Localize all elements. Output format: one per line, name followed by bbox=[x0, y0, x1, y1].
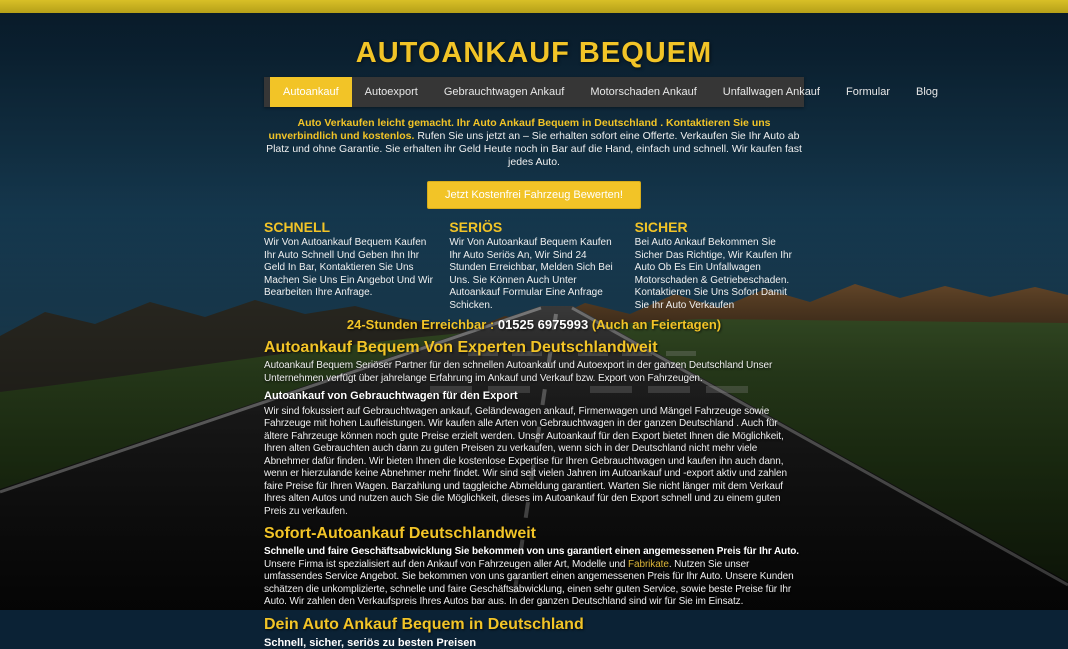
nav-item-autoankauf[interactable]: Autoankauf bbox=[270, 77, 352, 107]
section-heading-experten: Autoankauf Bequem Von Experten Deutschlandweit bbox=[264, 339, 804, 357]
nav-item-motorschaden-ankauf[interactable]: Motorschaden Ankauf bbox=[577, 77, 709, 107]
content-column bbox=[264, 38, 804, 649]
nav-item-formular[interactable]: Formular bbox=[833, 77, 903, 107]
phone-suffix: (Auch an Feiertagen) bbox=[588, 317, 721, 332]
top-accent-bar bbox=[0, 0, 1068, 13]
section-heading-sofort: Sofort-Autoankauf Deutschlandweit bbox=[264, 525, 804, 543]
feature-title: SERIÖS bbox=[449, 220, 618, 235]
phone-availability-line bbox=[264, 317, 804, 332]
feature-sicher bbox=[635, 220, 804, 312]
feature-title: SCHNELL bbox=[264, 220, 433, 235]
experten-paragraph: Autoankauf Bequem Seriöser Partner für den schnellen Autoankauf und Autoexport in der ganzen Deutschland Unser Unternehmen verfügt über jahrelange Erfahrung im Ankauf und Verkauf bzw. Export von Fahrzeugen. bbox=[264, 360, 804, 385]
sofort-text-after-link: . Nutzen Sie unser umfassendes Service Angebot. Sie bekommen von uns garantiert einen angemessenen Preis für Ihr Auto. Unsere Kunden schätzen die unkomplizierte, schnelle und faire Geschäftsabwicklung, einen sehr guten Service, sowie beste Preise für Ihr Auto. Wir zahlen den Verkaufspreis Ihres Autos bar aus. In der ganzen Deutschland sind wir für Sie im Einsatz. bbox=[264, 559, 794, 608]
main-navigation bbox=[264, 77, 804, 107]
feature-text: Bei Auto Ankauf Bekommen Sie Sicher Das Richtige, Wir Kaufen Ihr Auto Ob Es Ein Unfallwagen Motorschaden & Getriebeschaden. Kontaktieren Sie Uns Sofort Damit Sie Ihr Auto Verkaufen bbox=[635, 237, 804, 312]
feature-serioes bbox=[449, 220, 618, 312]
section-heading-dein: Dein Auto Ankauf Bequem in Deutschland bbox=[264, 616, 804, 634]
bottom-subline: Schnell, sicher, seriös zu besten Preisen bbox=[264, 637, 804, 649]
sofort-paragraph bbox=[264, 546, 804, 609]
export-subheading: Autoankauf von Gebrauchtwagen für den Export bbox=[264, 390, 804, 403]
sofort-text-before-link: Unsere Firma ist spezialisiert auf den Ankauf von Fahrzeugen aller Art, Modelle und bbox=[264, 559, 628, 570]
site-title: AUTOANKAUF BEQUEM bbox=[264, 38, 804, 68]
export-paragraph: Wir sind fokussiert auf Gebrauchtwagen ankauf, Geländewagen ankauf, Firmenwagen und Mängel Fahrzeuge sowie Fahrzeuge mit hohen Laufleistungen. Wir kaufen alle Arten von Gebrauchtwagen in der ganzen Deutschland . Auch für ältere Fahrzeuge können noch gute Preise erzielt werden. Unser Autoankauf für den Export bietet Ihnen die Möglichkeit, Ihren alten Gebrauchten auch dann zu guten Preisen zu verkaufen, wenn sich in der Deutschland nicht mehr viele Abnehmer dafür finden. Wir bieten Ihnen die kostenlose Expertise für Ihren Gebrauchtwagen und kaufen ihn auch dann, wenn er hierzulande keine Abnehmer mehr findet. Wir sind seit vielen Jahren im Autoankauf und -export aktiv und zahlen faire Preise für Ihren Wagen. Barzahlung und taggleiche Abmeldung garantiert. Warten Sie nicht länger mit dem Verkauf Ihres alten Autos und nutzen auch Sie die Möglichkeit, dieses im Autoankauf für den Export schnell und zu einem guten Preis zu verkaufen. bbox=[264, 406, 804, 519]
nav-item-gebrauchtwagen-ankauf[interactable]: Gebrauchtwagen Ankauf bbox=[431, 77, 577, 107]
fabrikate-link[interactable]: Fabrikate bbox=[628, 559, 669, 570]
intro-rest: Rufen Sie uns jetzt an – Sie erhalten sofort eine Offerte. Verkaufen Sie Ihr Auto ab Platz und ohne Garantie. Sie erhalten ihr Geld Heute noch in Bar auf die Hand, einfach und schnell. Wir kaufen fast jedes Auto. bbox=[266, 130, 802, 168]
feature-schnell bbox=[264, 220, 433, 312]
feature-title: SICHER bbox=[635, 220, 804, 235]
feature-text: Wir Von Autoankauf Bequem Kaufen Ihr Auto Seriös An, Wir Sind 24 Stunden Erreichbar, Melden Sich Bei Uns. Sie Können Auch Unter Autoankauf Formular Eine Anfrage Schicken. bbox=[449, 237, 618, 312]
feature-text: Wir Von Autoankauf Bequem Kaufen Ihr Auto Schnell Und Geben Ihn Ihr Geld In Bar, Kontaktieren Sie Uns Machen Sie Uns Ein Angebot Und Wir Bearbeiten Ihre Anfrage. bbox=[264, 237, 433, 300]
feature-columns bbox=[264, 220, 804, 312]
nav-item-unfallwagen-ankauf[interactable]: Unfallwagen Ankauf bbox=[710, 77, 833, 107]
nav-item-blog[interactable]: Blog bbox=[903, 77, 951, 107]
sofort-lead-bold: Schnelle und faire Geschäftsabwicklung Sie bekommen von uns garantiert einen angemessenen Preis für Ihr Auto. bbox=[264, 546, 799, 557]
nav-item-autoexport[interactable]: Autoexport bbox=[352, 77, 431, 107]
free-evaluation-button[interactable]: Jetzt Kostenfrei Fahrzeug Bewerten! bbox=[427, 181, 641, 209]
cta-row bbox=[264, 181, 804, 209]
phone-prefix: 24-Stunden Erreichbar : bbox=[347, 317, 498, 332]
intro-paragraph bbox=[264, 117, 804, 169]
intro-highlight: Auto Verkaufen leicht gemacht. Ihr Auto Ankauf Bequem in Deutschland . Kontaktieren Sie uns unverbindlich und kostenlos. bbox=[269, 117, 771, 142]
phone-number: 01525 6975993 bbox=[498, 317, 588, 332]
